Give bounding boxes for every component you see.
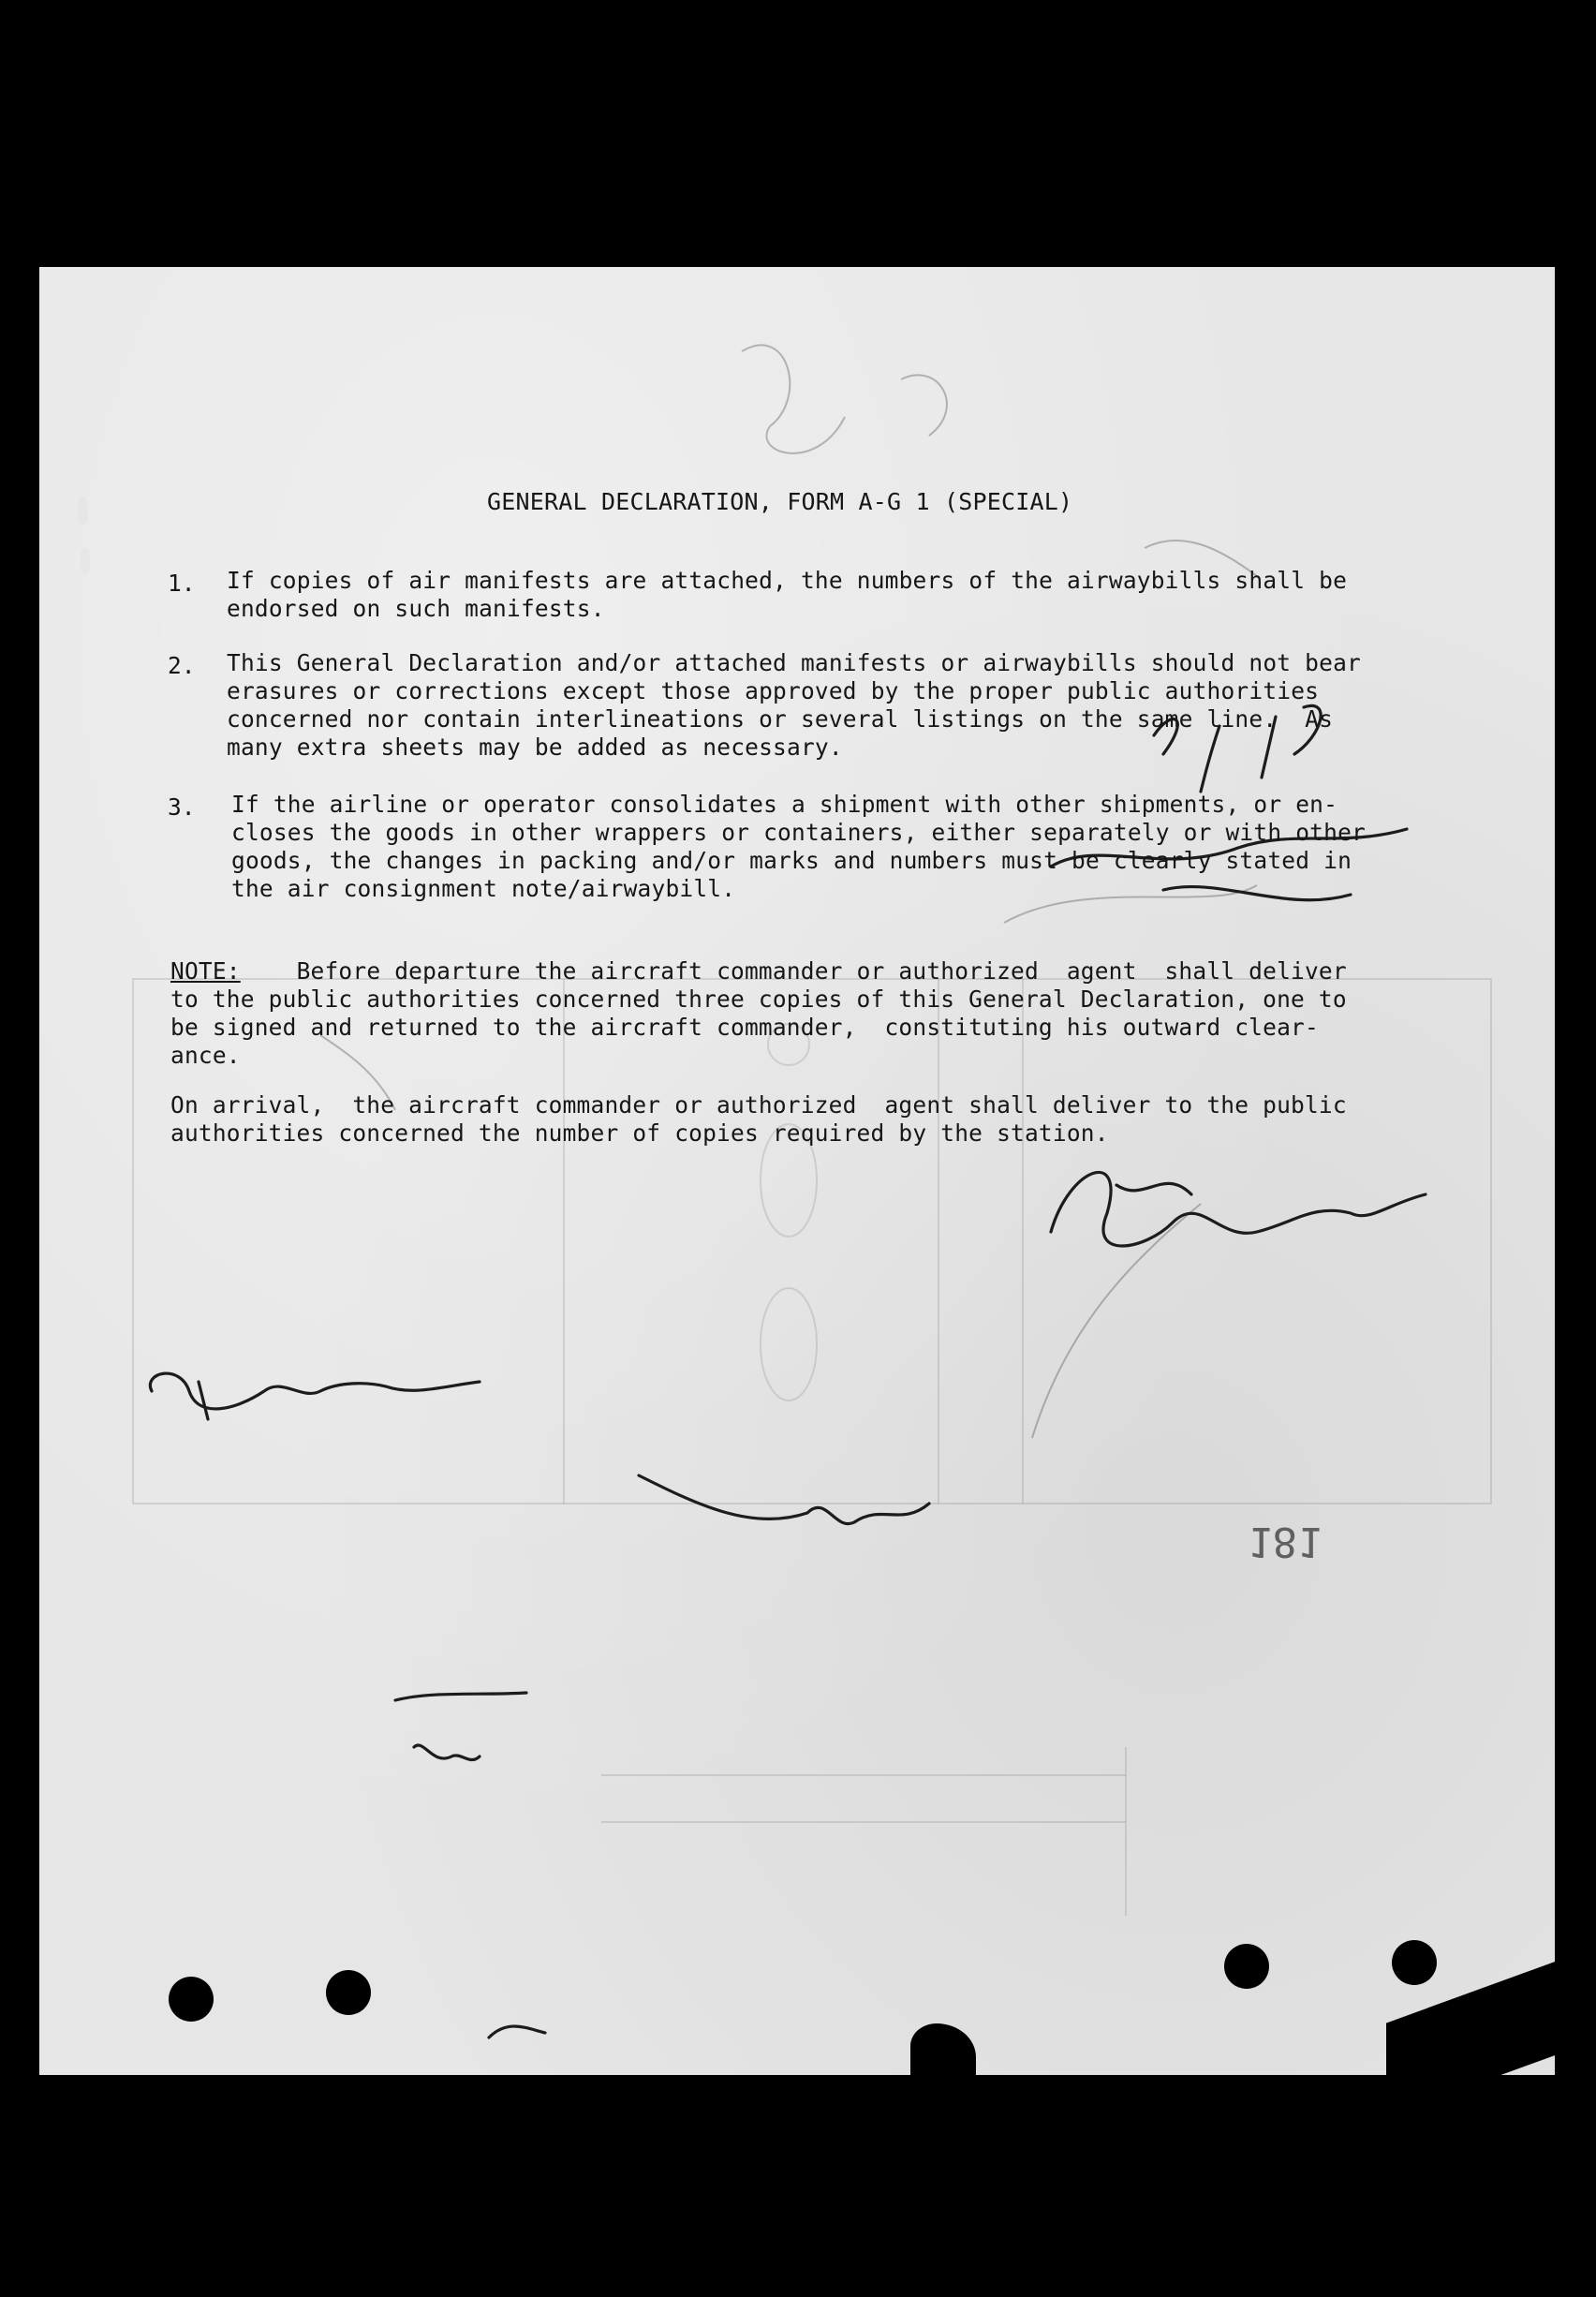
item-3-number: 3.	[168, 793, 196, 821]
arrival-line-1: On arrival, the aircraft commander or authorized agent shall deliver to the public	[170, 1091, 1347, 1119]
note-line-2: to the public authorities concerned three copies of this General Declaration, one to	[170, 985, 1347, 1013]
note-label: NOTE:	[170, 957, 241, 985]
item-2-line-3: concerned nor contain interlineations or several listings on the same line. As	[227, 705, 1334, 733]
document-page	[39, 267, 1555, 2075]
punch-hole-3	[1224, 1944, 1269, 1989]
bleed-through-number: 181	[1248, 1518, 1323, 1565]
item-2-line-2: erasures or corrections except those approved by the proper public authorities	[227, 677, 1320, 704]
form-title: GENERAL DECLARATION, FORM A-G 1 (SPECIAL)	[487, 488, 1073, 515]
item-1-line-1: If copies of air manifests are attached, the numbers of the airwaybills shall be	[227, 567, 1348, 594]
punch-hole-4	[1392, 1940, 1437, 1985]
margin-mark-1	[77, 496, 88, 525]
note-line-4: ance.	[170, 1042, 241, 1069]
handwriting-and-bleed-through	[39, 267, 1555, 2075]
item-2-number: 2.	[168, 652, 196, 679]
margin-mark-2	[81, 548, 90, 574]
note-line-1: Before departure the aircraft commander or authorized agent shall deliver	[240, 957, 1347, 985]
arrival-line-2: authorities concerned the number of copies required by the station.	[170, 1119, 1109, 1147]
punch-hole-1	[169, 1977, 214, 2022]
item-1-line-2: endorsed on such manifests.	[227, 595, 605, 622]
punch-hole-2	[326, 1970, 371, 2015]
note-line-3: be signed and returned to the aircraft commander, constituting his outward clear-	[170, 1014, 1319, 1041]
item-3-line-1: If the airline or operator consolidates a shipment with other shipments, or en-	[231, 791, 1338, 818]
item-1-number: 1.	[168, 570, 196, 597]
note-paragraph-first-line	[170, 957, 1347, 985]
item-3-line-2: closes the goods in other wrappers or containers, either separately or with other	[231, 819, 1366, 846]
item-2-line-1: This General Declaration and/or attached manifests or airwaybills should not bear	[227, 649, 1361, 676]
item-3-line-4: the air consignment note/airwaybill.	[231, 875, 736, 902]
item-3-line-3: goods, the changes in packing and/or marks and numbers must be clearly stated in	[231, 847, 1352, 874]
item-2-line-4: many extra sheets may be added as necessary.	[227, 734, 843, 761]
